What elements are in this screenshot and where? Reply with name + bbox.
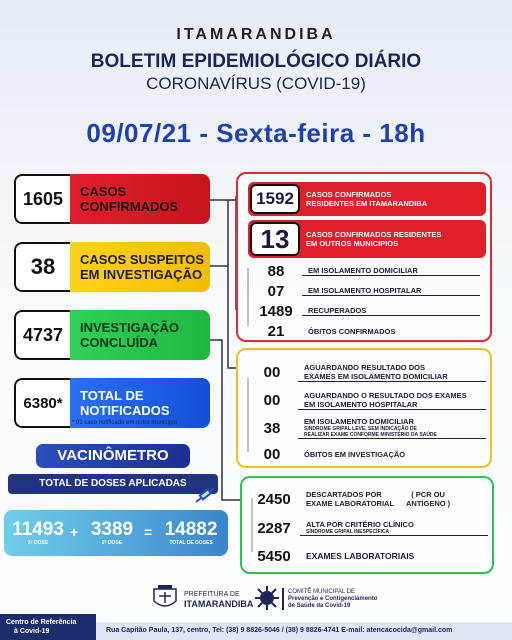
dose1-value: 11493 xyxy=(12,519,64,540)
lab-exams-row xyxy=(248,544,488,568)
concluded-breakdown-panel xyxy=(240,476,494,574)
concluded-value: 4737 xyxy=(14,310,70,360)
reference-center-line1: Centro de Referência xyxy=(6,619,77,626)
others-label-line2: EM OUTROS MUNICIPIOS xyxy=(306,239,399,248)
residents-row xyxy=(248,182,486,216)
vaccinometer-title: VACINÔMETRO xyxy=(36,444,190,468)
reference-center-badge xyxy=(0,614,96,640)
discarded-label xyxy=(300,490,406,508)
mild-home-isolation-label xyxy=(298,417,486,439)
dose2-label: 2ª DOSE xyxy=(101,540,123,546)
clinical-discharge-line1: ALTA POR CRITÉRIO CLÍNICO xyxy=(306,520,414,529)
concluded-label-line1: INVESTIGAÇÃO xyxy=(80,320,179,335)
awaiting-home-line2: EXAMES EM ISOLAMENTO DOMICILIAR xyxy=(304,371,448,381)
awaiting-hospital-row xyxy=(246,388,486,412)
clinical-discharge-value: 2287 xyxy=(257,519,291,537)
residents-label xyxy=(300,190,427,208)
concluded-label-line2: CONCLUÍDA xyxy=(80,335,158,350)
other-municipalities-row xyxy=(248,220,486,258)
awaiting-hospital-line1: AGUARDANDO O RESULTADO DOS EXAMES xyxy=(304,390,467,400)
residents-label-line1: CASOS CONFIRMADOS xyxy=(306,190,392,199)
notified-label-line2: NOTIFICADOS xyxy=(80,403,170,418)
recovered-label: RECUPERADOS xyxy=(302,306,480,316)
virus-icon xyxy=(254,585,280,611)
bulletin-title: BOLETIM EPIDEMIOLÓGICO DIÁRIO xyxy=(90,51,422,72)
discarded-line1: DESCARTADOS POR xyxy=(306,490,382,499)
date-line: 09/07/21 - Sexta-feira - 18h xyxy=(86,118,426,148)
others-label-line1: CASOS CONFIRMADOS RESIDENTES xyxy=(306,230,442,239)
vaccine-doses-bar xyxy=(4,510,228,556)
suspect-label-line2: EM INVESTIGAÇÃO xyxy=(80,267,203,282)
recovered-row xyxy=(250,302,480,320)
total-doses-block xyxy=(158,520,224,546)
discarded-line2: EXAME LABORATORIAL xyxy=(306,499,395,508)
suspect-cases-card xyxy=(14,242,210,292)
other-municipalities-value: 13 xyxy=(250,222,300,256)
hospital-isolation-label: EM ISOLAMENTO HOSPITALAR xyxy=(302,286,480,296)
confirmed-breakdown-panel xyxy=(236,172,492,342)
home-isolation-row xyxy=(250,262,480,280)
confirmed-cases-card xyxy=(14,174,210,224)
dose1-block xyxy=(8,520,68,546)
home-isolation-value: 88 xyxy=(267,262,285,280)
equals-sign: = xyxy=(144,524,153,540)
test-type-line1: ( PCR OU xyxy=(411,490,445,499)
confirmed-cases-value: 1605 xyxy=(14,174,70,224)
awaiting-home-label xyxy=(298,363,486,382)
awaiting-home-value: 00 xyxy=(263,363,281,381)
committee-line2: Prevenção e Contigenciamento xyxy=(288,596,378,602)
total-doses-sub: TOTAL DE DOSES xyxy=(169,540,213,546)
hospital-isolation-row xyxy=(250,282,480,300)
mild-home-line1: EM ISOLAMENTO DOMICILIAR xyxy=(304,417,414,426)
recovered-value: 1489 xyxy=(259,302,293,320)
suspect-label-line1: CASOS SUSPEITOS xyxy=(80,252,205,267)
dose2-value: 3389 xyxy=(90,519,134,540)
awaiting-home-row xyxy=(246,360,486,384)
city-hall-line2: ITAMARANDIBA xyxy=(184,599,254,609)
city-crest-icon xyxy=(150,583,180,613)
concluded-investigation-card xyxy=(14,310,210,360)
committee-logo-text xyxy=(288,589,377,610)
city-name: ITAMARANDIBA xyxy=(176,26,336,43)
total-doses-value: 14882 xyxy=(164,519,218,540)
confirmed-cases-label xyxy=(70,174,210,224)
lab-exams-value: 5450 xyxy=(257,547,291,565)
plus-sign: + xyxy=(70,524,79,540)
residents-value: 1592 xyxy=(250,184,300,214)
notified-value: 6380* xyxy=(14,378,70,428)
total-doses-label: TOTAL DE DOSES APLICADAS xyxy=(8,474,218,494)
deaths-investigation-label: ÓBITOS EM INVESTIGAÇÃO xyxy=(304,449,406,459)
city-hall-line1: PREFEITURA DE xyxy=(184,591,240,598)
lab-exams-label: EXAMES LABORATORIAIS xyxy=(306,550,415,561)
deaths-investigation-row xyxy=(246,444,486,464)
hospital-isolation-value: 07 xyxy=(267,282,285,300)
discarded-test-type xyxy=(406,490,450,508)
committee-line3: de Saúde da Covid-19 xyxy=(288,603,351,609)
reference-center-line2: à Covid-19 xyxy=(14,628,50,635)
mild-home-line3: REALIZAR EXAME CONFORME MINISTÉRIO DA SAÚDE xyxy=(304,432,437,438)
confirmed-label-line2: CONFIRMADOS xyxy=(80,199,179,214)
suspect-cases-label xyxy=(70,242,210,292)
discarded-row xyxy=(248,486,488,512)
syringe-icon xyxy=(192,484,220,506)
clinical-discharge-label xyxy=(300,520,488,536)
awaiting-home-line1: AGUARDANDO RESULTADO DOS xyxy=(304,362,425,372)
other-municipalities-label xyxy=(300,230,441,248)
discarded-value: 2450 xyxy=(257,490,291,508)
concluded-label xyxy=(70,310,210,360)
clinical-discharge-row xyxy=(248,516,488,540)
footer-divider xyxy=(282,588,284,610)
awaiting-hospital-line2: EM ISOLAMENTO HOSPITALAR xyxy=(304,399,418,409)
mild-home-line2: SINDROME GRIPAL LEVE, SEM INDICAÇÃO DE xyxy=(304,426,417,432)
mild-home-isolation-row xyxy=(246,416,486,440)
deaths-row xyxy=(250,322,480,340)
test-type-line2: ANTÍGENO ) xyxy=(406,499,451,508)
awaiting-hospital-label xyxy=(298,391,486,410)
confirmed-label-line1: CASOS xyxy=(80,184,127,199)
suspect-breakdown-panel xyxy=(236,348,492,468)
mild-home-isolation-value: 38 xyxy=(263,419,281,437)
dose1-label: 1ª DOSE xyxy=(27,540,49,546)
bulletin-subtitle: CORONAVÍRUS (COVID-19) xyxy=(146,74,366,93)
home-isolation-label: EM ISOLAMENTO DOMICILIAR xyxy=(302,266,480,276)
dose2-block xyxy=(84,520,140,546)
deaths-value: 21 xyxy=(267,322,285,340)
awaiting-hospital-value: 00 xyxy=(263,391,281,409)
clinical-discharge-line2: SÍNDROME GRIPAL INESPECÍFICA xyxy=(306,529,390,535)
notified-footnote: * 01 caso notificado em outro município xyxy=(72,420,178,426)
committee-line1: COMITÊ MUNICIPAL DE xyxy=(288,589,356,595)
notified-label-line1: TOTAL DE xyxy=(80,388,144,403)
contact-address: Rua Capitão Paula, 137, centro, Tel: (38) 9 8826-5046 / (38) 9 8826-4741 E-mail: atencacocida@gmail.com xyxy=(96,622,512,640)
suspect-cases-value: 38 xyxy=(14,242,70,292)
residents-label-line2: RESIDENTES EM ITAMARANDIBA xyxy=(306,199,428,208)
deaths-label: ÓBITOS CONFIRMADOS xyxy=(308,326,396,336)
deaths-investigation-value: 00 xyxy=(263,445,281,463)
city-hall-logo-text xyxy=(184,591,253,609)
